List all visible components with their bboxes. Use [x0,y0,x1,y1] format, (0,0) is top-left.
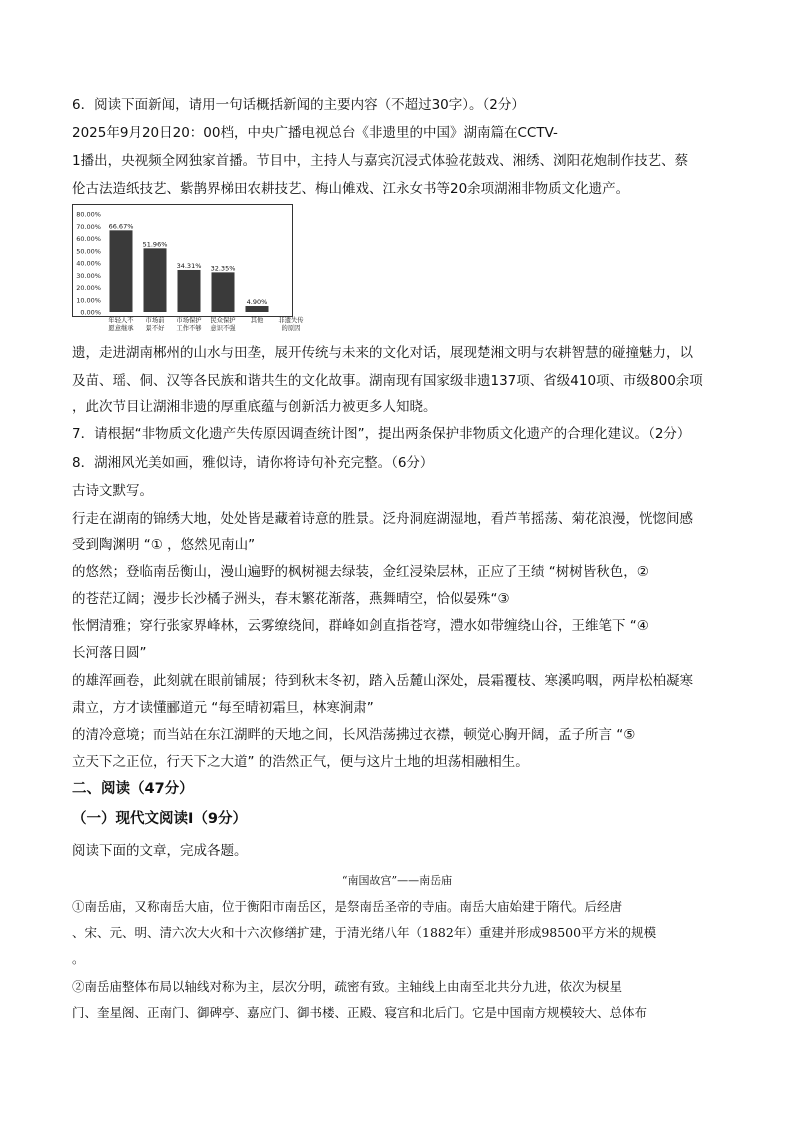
q8-line: 长河落日圆” [72,645,147,661]
q8-line: 行走在湖南的锦绣大地，处处皆是藏着诗意的胜景。泛舟洞庭湖湿地，看芦苇摇荡、菊花浪漫，恍惚间感 [72,511,693,527]
q6-news-line: 1播出，央视频全网独家首播。节目中，主持人与嘉宾沉浸式体验花鼓戏、湘绣、浏阳花炮制作技艺、蔡 [72,153,689,169]
q8-line: 的雄浑画卷，此刻就在眼前铺展；待到秋末冬初，踏入岳麓山深处，晨霜覆枝、寒溪呜咽，两岸松柏凝寒 [72,673,693,689]
article-title: “南国故宫”——南岳庙 [341,874,453,887]
q8-line: 的悠然；登临南岳衡山，漫山遍野的枫树褪去绿装，金红浸染层林，正应了王绩 “树树皆秋色，② [72,564,649,580]
y-tick-label: 80.00% [76,210,101,219]
y-tick-label: 70.00% [76,222,101,231]
y-tick-label: 0.00% [80,308,101,317]
q8-line: 受到陶渊明 “① ，悠然见南山” [72,537,256,553]
x-category-label: 年轻人不 [108,317,134,324]
bar-value-label: 66.67% [108,222,134,231]
article-paragraph: 门、奎星阁、正南门、御碑亭、嘉应门、御书楼、正殿、寝宫和北后门。它是中国南方规模较大、总体布 [72,1005,648,1020]
chart-bar [110,230,133,312]
heritage-loss-bar-chart [72,204,304,334]
article-paragraph: 、宋、元、明、清六次大火和十六次修缮扩建，于清光绪八年（1882年）重建并形成98500平方米的规模 [72,925,657,940]
x-category-label: 非遗失传 [278,317,304,324]
reading-instruction: 阅读下面的文章，完成各题。 [72,843,248,859]
q6-news-line: 遗，走进湖南郴州的山水与田垄，展开传统与未来的文化对话，展现楚湘文明与农耕智慧的碰撞魅力，以 [72,345,693,361]
q8-line: 肃立，方才读懂郦道元 “每至晴初霜旦，林寒涧肃” [72,700,374,716]
bar-value-label: 51.96% [142,240,168,249]
x-category-label: 景不好 [145,325,165,332]
q7-prompt: 7．请根据“非物质文化遗产失传原因调查统计图”，提出两条保护非物质文化遗产的合理化建议。（2分） [72,426,691,442]
chart-bar [246,306,269,312]
x-category-label: 愿意继承 [108,325,134,332]
x-category-label: 市场前 [145,317,165,324]
y-tick-label: 40.00% [76,259,101,268]
q6-prompt: 6．阅读下面新闻，请用一句话概括新闻的主要内容（不超过30字）。（2分） [72,97,525,113]
x-category-label: 的原因 [281,325,301,332]
y-tick-label: 30.00% [76,271,101,280]
x-category-label: 意识不强 [210,325,236,332]
y-tick-label: 50.00% [76,247,101,256]
q6-news-line: 及苗、瑶、侗、汉等各民族和谐共生的文化故事。湖南现有国家级非遗137项、省级410项、市级800余项 [72,373,703,389]
bar-value-label: 4.90% [246,297,268,306]
q8-subtitle: 古诗文默写。 [72,483,153,499]
y-tick-label: 10.00% [76,296,101,305]
q8-line: 立天下之正位，行天下之大道” 的浩然正气，便与这片土地的坦荡相融相生。 [72,754,529,770]
q8-line: 怅惘清雅；穿行张家界峰林，云雾缭绕间，群峰如剑直指苍穹，澧水如带缠绕山谷，王维笔下 “④ [72,618,649,634]
y-tick-label: 60.00% [76,235,101,243]
chart-bar [144,248,167,312]
q6-news-line: 伦古法造纸技艺、紫鹊界梯田农耕技艺、梅山傩戏、江永女书等20余项湖湘非物质文化遗产。 [72,181,630,197]
section-title: 二、阅读（47分） [72,781,194,797]
bar-value-label: 34.31% [176,261,202,270]
q8-line: 的清冷意境；而当站在东江湖畔的天地之间，长风浩荡拂过衣襟，顿觉心胸开阔，孟子所言 “⑤ [72,727,636,743]
q6-news-line: 2025年9月20日20：00档，中央广播电视总台《非遗里的中国》湖南篇在CCTV- [72,125,558,141]
x-category-label: 其他 [250,317,264,324]
chart-bar [178,270,201,312]
x-category-label: 工作不够 [176,325,202,332]
x-category-label: 市场保护 [176,317,202,324]
q8-prompt: 8．湖湘风光美如画，雅似诗，请你将诗句补充完整。（6分） [72,455,434,471]
article-paragraph: 。 [72,951,85,966]
article-paragraph: ②南岳庙整体布局以轴线对称为主，层次分明，疏密有致。主轴线上由南至北共分九进，依次为棂星 [72,979,623,994]
x-category-label: 民众保护 [210,317,236,324]
chart-bar [212,272,235,312]
q6-news-line: ，此次节目让湖湘非遗的厚重底蕴与创新活力被更多人知晓。 [72,399,437,415]
q8-line: 的苍茫辽阔；漫步长沙橘子洲头，春末繁花渐落，燕舞晴空，恰似晏殊“③ [72,591,510,607]
section-subtitle: （一）现代文阅读Ⅰ（9分） [72,811,247,827]
article-paragraph: ①南岳庙，又称南岳大庙，位于衡阳市南岳区，是祭南岳圣帝的寺庙。南岳大庙始建于隋代。后经唐 [72,899,623,914]
bar-value-label: 32.35% [210,264,236,273]
y-tick-label: 20.00% [76,284,101,292]
